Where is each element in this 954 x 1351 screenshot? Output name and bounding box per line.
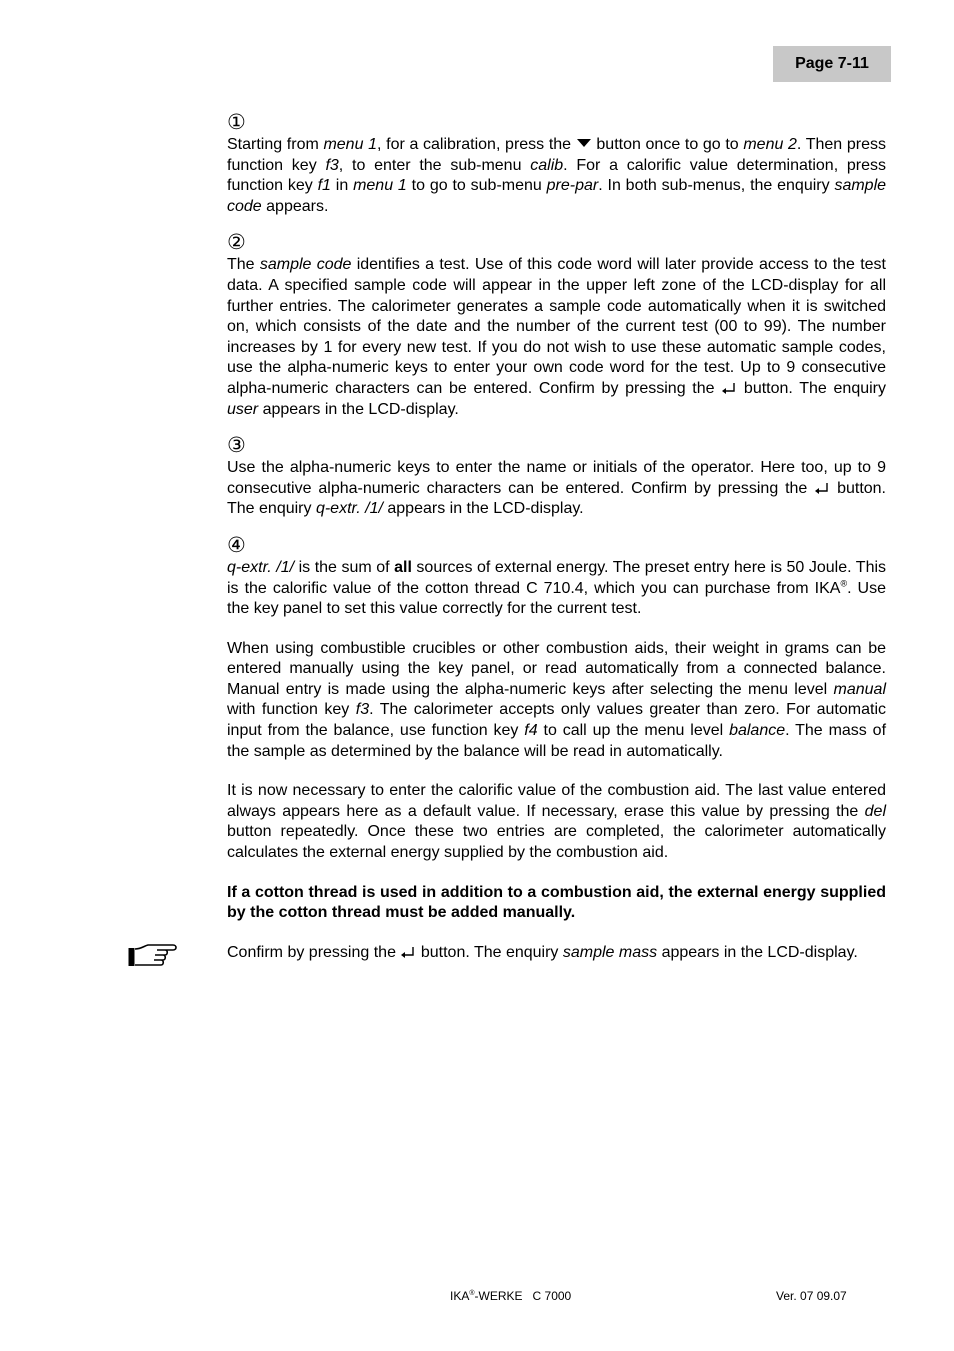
footer-version: Ver. 07 09.07: [776, 1289, 847, 1303]
note-text: If a cotton thread is used in addition to a combustion aid, the external energy supplied by the cotton thread must be added manually.: [227, 883, 886, 922]
step-2-text: The sample code identifies a test. Use of this code word will later provide access to the test data. A specified sample code will appear in the upper left zone of the LCD-display for all further entries. The calorimeter generates a sample code automatically when it is switched on, which consists of the date and the number of the current test (00 to 99). The number increases by 1 for every new test. If you do not wish to use these automatic sample codes, use the alpha-numeric keys to enter your own code word for the test. Up to 9 consecutive alpha-numeric characters can be entered. Confirm by pressing the button. The enquiry user appears in the LCD-display.: [227, 256, 887, 418]
down-triangle-icon: [576, 138, 592, 148]
enter-key-icon: [400, 946, 416, 958]
step-3-marker: ③: [227, 434, 246, 458]
step-4-marker: ④: [227, 533, 246, 557]
step-4-text-3: It is now necessary to enter the calorific value of the combustion aid. The last value entered always appears here as a default value. If necessary, erase this value by pressing the del button repeatedly. Once these two entries are completed, the calorimeter automatically calculates the external energy supplied by the combustion aid.: [227, 782, 886, 862]
enter-key-icon: [721, 382, 737, 394]
page-number-badge: [773, 46, 891, 82]
footer-brand: IKA®-WERKE C 7000: [450, 1289, 572, 1303]
page-number: Page 7-11: [795, 55, 869, 72]
step-4-text-1: q-extr. /1/ is the sum of all sources of external energy. The preset entry here is 50 Joule. This is the calorific value of the cotton thread C 710.4, which you can purchase from IKA®. Use the key panel to set this value correctly for the current test.: [227, 558, 887, 618]
step-3-text: Use the alpha-numeric keys to enter the name or initials of the operator. Here too, up to 9 consecutive alpha-numeric characters can be entered. Confirm by pressing the button. The enquiry q-extr. /1/ appears in the LCD-display.: [227, 459, 887, 518]
step-1-text: Starting from menu 1, for a calibration, press the button once to go to menu 2. Then press function key f3, to enter the sub-menu calib. For a calorific value determination, press function key f1 in menu 1 to go to sub-menu pre-par. In both sub-menus, the enquiry sample code appears.: [227, 136, 887, 215]
step-4-text-2: When using combustible crucibles or other combustion aids, their weight in grams can be entered manually using the key panel, or read automatically from a connected balance. Manual entry is made using the alpha-numeric keys after selecting the menu level manual with function key f3. The calorimeter accepts only values greater than zero. For automatic input from the balance, use function key f4 to call up the menu level balance. The mass of the sample as determined by the balance will be read in automatically.: [227, 639, 887, 760]
enter-key-icon: [814, 482, 830, 494]
step-4-text-4: Confirm by pressing the button. The enquiry sample mass appears in the LCD-display.: [227, 943, 858, 961]
step-1-marker: ①: [227, 111, 246, 134]
step-2-marker: ②: [227, 231, 246, 255]
page-body: [227, 111, 886, 963]
pointing-hand-icon: [127, 942, 179, 970]
